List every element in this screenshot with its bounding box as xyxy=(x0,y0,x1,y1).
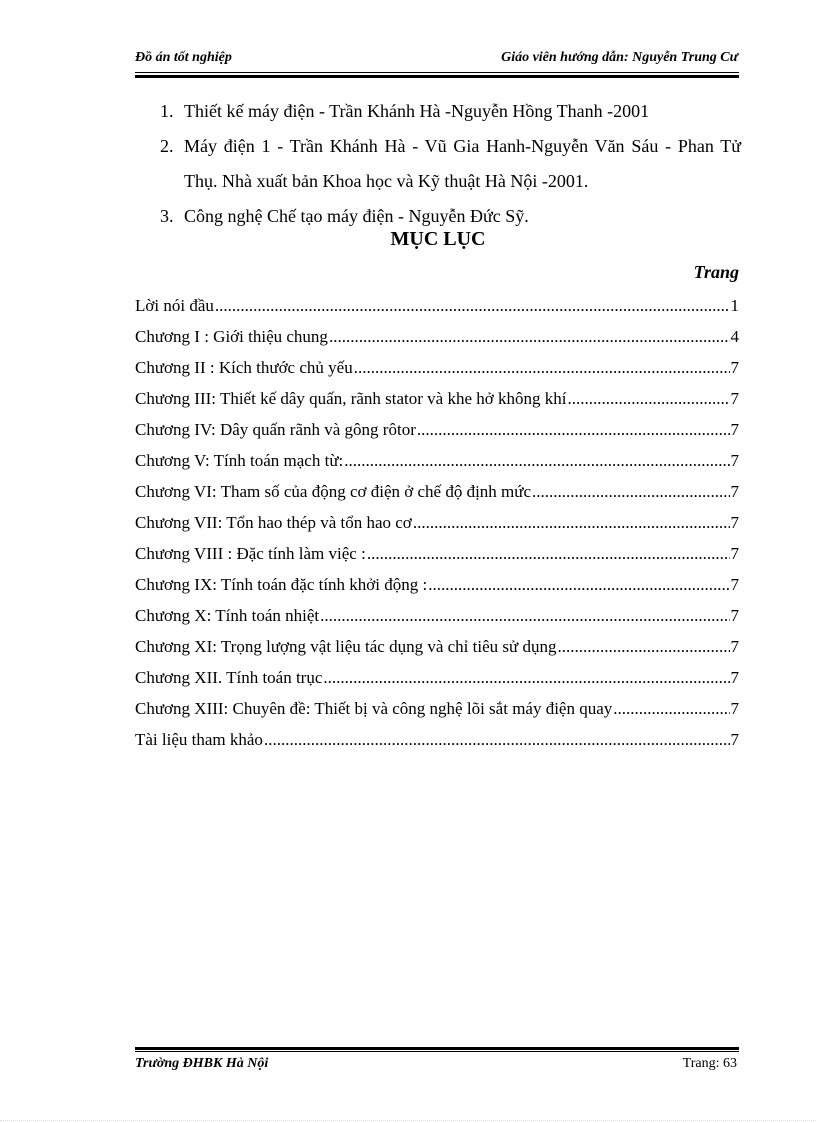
reference-item xyxy=(135,94,741,129)
toc-entry-label: Chương II : Kích thước chủ yếu xyxy=(135,358,353,377)
toc-entry-page: 7 xyxy=(730,358,739,377)
toc-entry-label: Chương III: Thiết kế dây quấn, rãnh stator và khe hở không khí xyxy=(135,389,567,408)
toc-entry-label: Chương V: Tính toán mạch từ: xyxy=(135,451,344,470)
reference-text: Thiết kế máy điện - Trần Khánh Hà -Nguyễn Hồng Thanh -2001 xyxy=(184,101,650,121)
toc-entry-label: Chương XII. Tính toán trục xyxy=(135,668,323,687)
toc-entry-label: Chương XI: Trọng lượng vật liệu tác dụng và chỉ tiêu sử dụng xyxy=(135,637,557,656)
toc-entry-label: Chương IV: Dây quấn rãnh và gông rôtor xyxy=(135,420,416,439)
toc-entry-label: Tài liệu tham khảo xyxy=(135,730,263,749)
toc-entry-page: 7 xyxy=(730,730,739,749)
toc-leader-dots xyxy=(417,414,730,445)
toc-entry xyxy=(135,693,739,724)
toc-entry-page: 7 xyxy=(730,544,739,563)
reference-item xyxy=(135,129,741,199)
toc-entry xyxy=(135,476,739,507)
toc-leader-dots xyxy=(264,724,730,755)
toc-entry xyxy=(135,352,739,383)
toc-entry-label: Chương X: Tính toán nhiệt xyxy=(135,606,320,625)
toc-entry xyxy=(135,600,739,631)
header-supervisor: Giáo viên hướng dẫn: Nguyễn Trung Cư xyxy=(501,50,738,65)
toc-leader-dots xyxy=(367,538,730,569)
toc-entry-page: 7 xyxy=(730,699,739,718)
toc-entry xyxy=(135,631,739,662)
header-rule-thin xyxy=(135,72,739,73)
toc-entry-page: 7 xyxy=(730,606,739,625)
toc-leader-dots xyxy=(428,569,729,600)
toc-entry-page: 1 xyxy=(730,296,739,315)
toc-entry-label: Chương IX: Tính toán đặc tính khởi động : xyxy=(135,575,428,594)
toc-entry xyxy=(135,321,739,352)
toc-entry-page: 7 xyxy=(730,451,739,470)
toc-entry-label: Chương XIII: Chuyên đề: Thiết bị và công nghệ lõi sắt máy điện quay xyxy=(135,699,613,718)
toc-entry xyxy=(135,662,739,693)
reference-text: Máy điện 1 - Trần Khánh Hà - Vũ Gia Hanh-Nguyễn Văn Sáu - Phan Tử Thụ. Nhà xuất bản Khoa học và Kỹ thuật Hà Nội -2001. xyxy=(184,136,741,191)
toc-leader-dots xyxy=(215,290,730,321)
toc-entry-page: 7 xyxy=(730,513,739,532)
toc-entry-label: Chương VIII : Đặc tính làm việc : xyxy=(135,544,366,563)
toc-leader-dots xyxy=(413,507,730,538)
toc-entry xyxy=(135,290,739,321)
reference-list xyxy=(135,94,741,234)
toc-entry xyxy=(135,414,739,445)
toc-entry xyxy=(135,383,739,414)
toc-entry-page: 7 xyxy=(730,668,739,687)
toc-leader-dots xyxy=(567,383,729,414)
toc-entry-label: Chương I : Giới thiệu chung xyxy=(135,327,328,346)
toc-leader-dots xyxy=(354,352,730,383)
toc-leader-dots xyxy=(532,476,729,507)
toc-entry-page: 7 xyxy=(730,389,739,408)
toc-leader-dots xyxy=(329,321,730,352)
page-header xyxy=(135,50,738,70)
toc-page-column-header: Trang xyxy=(693,262,739,282)
footer-school: Trường ĐHBK Hà Nội xyxy=(135,1056,269,1071)
toc-leader-dots xyxy=(613,693,729,724)
toc-entry xyxy=(135,445,739,476)
toc-leader-dots xyxy=(323,662,729,693)
header-rule-thick xyxy=(135,75,739,78)
toc-entry xyxy=(135,507,739,538)
reference-text: Công nghệ Chế tạo máy điện - Nguyễn Đức Sỹ. xyxy=(184,206,529,226)
toc-leader-dots xyxy=(557,631,729,662)
scan-edge-divider xyxy=(0,1120,816,1121)
toc-entry-label: Chương VII: Tổn hao thép và tổn hao cơ xyxy=(135,513,412,532)
toc-leader-dots xyxy=(320,600,729,631)
toc-entry-label: Lời nói đầu xyxy=(135,296,214,315)
footer-page-number: Trang: 63 xyxy=(682,1056,737,1071)
header-title: Đồ án tốt nghiệp xyxy=(135,50,232,65)
footer-rule-thick xyxy=(135,1047,739,1050)
toc-entry-page: 7 xyxy=(730,637,739,656)
footer-rule-thin xyxy=(135,1051,739,1052)
reference-number: 1. xyxy=(160,101,174,121)
toc-entry-page: 7 xyxy=(730,482,739,501)
toc-entry xyxy=(135,569,739,600)
toc-entry-page: 4 xyxy=(730,327,739,346)
toc-entry-page: 7 xyxy=(730,420,739,439)
page-footer xyxy=(135,1056,739,1076)
reference-number: 2. xyxy=(160,136,174,156)
toc-entry xyxy=(135,538,739,569)
toc-title: MỤC LỤC xyxy=(390,228,486,250)
toc-entry-label: Chương VI: Tham số của động cơ điện ở chế độ định mức xyxy=(135,482,532,501)
table-of-contents xyxy=(135,290,739,755)
toc-entry-page: 7 xyxy=(730,575,739,594)
reference-number: 3. xyxy=(160,206,174,226)
toc-leader-dots xyxy=(344,445,729,476)
toc-entry xyxy=(135,724,739,755)
